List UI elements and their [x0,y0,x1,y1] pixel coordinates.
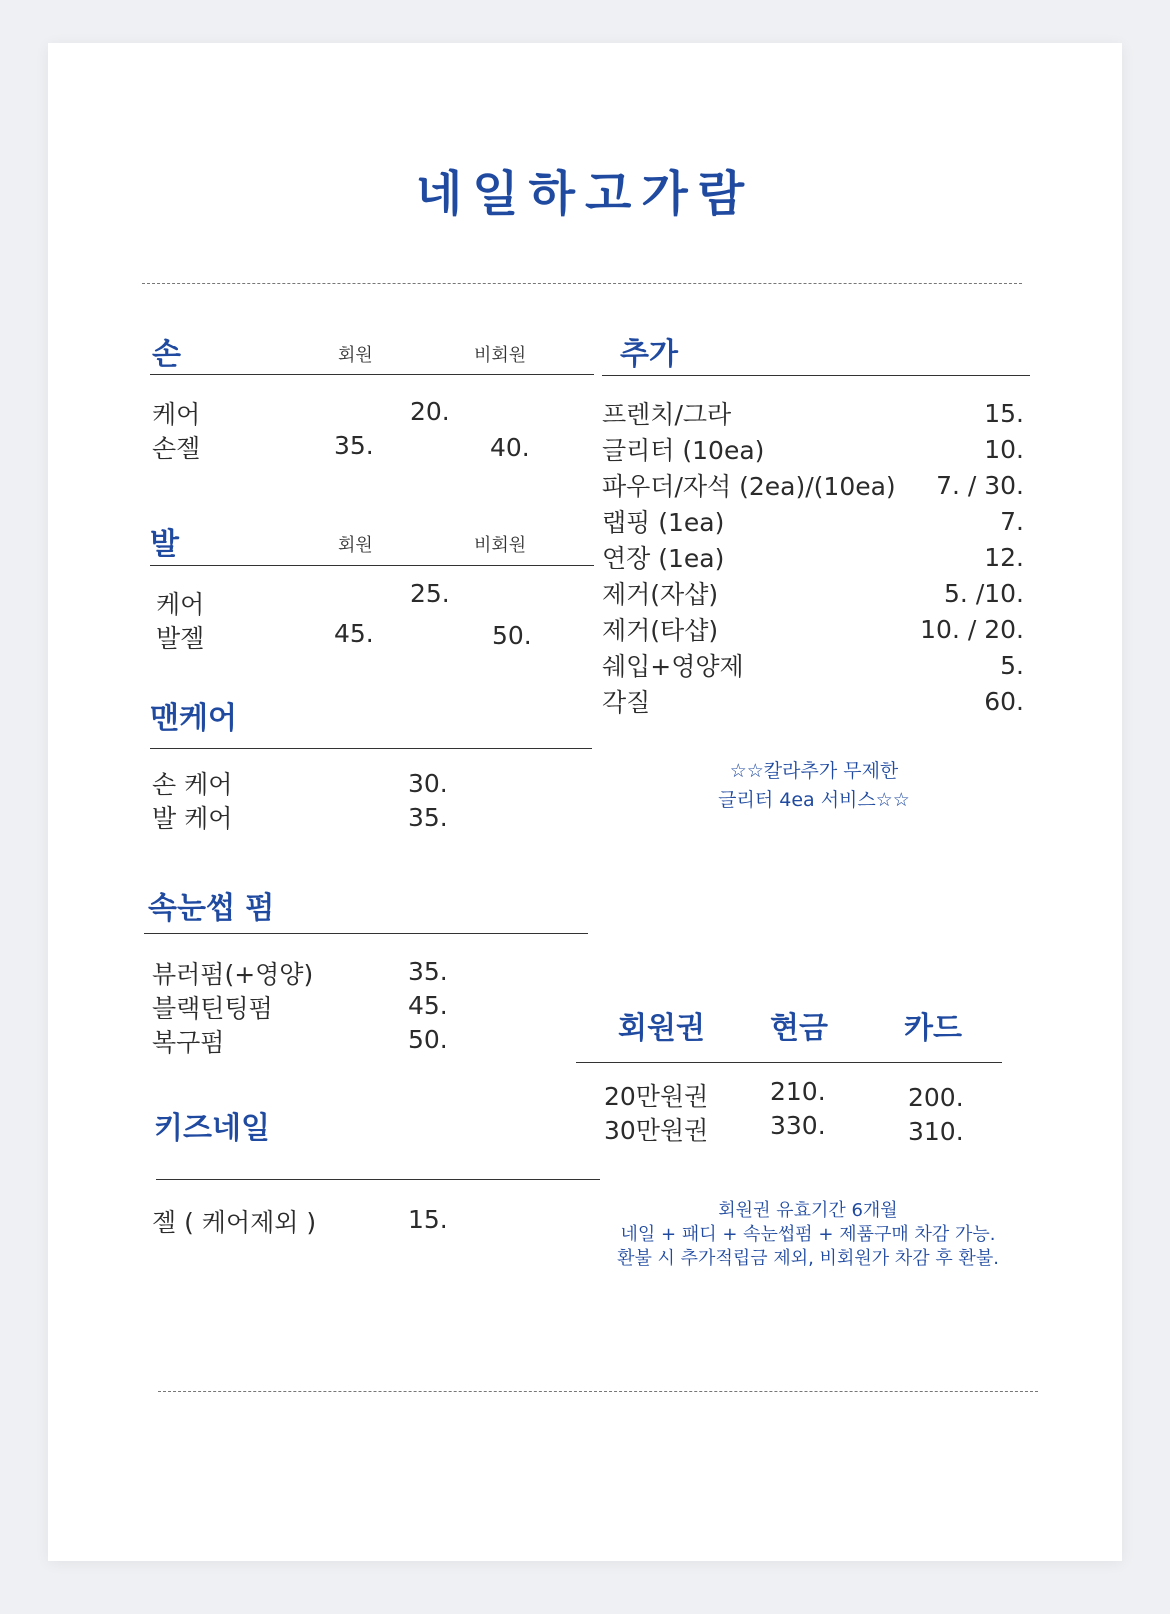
extra-item-label: 프렌치/그라 [602,400,732,429]
membership-type: 30만원권 [604,1116,709,1145]
membership-note-line: 회원권 유효기간 6개월 [718,1200,898,1221]
hand-section-title: 손 [152,337,181,372]
lash-item-label: 복구펌 [152,1028,225,1057]
extra-item-price: 7. / 30. [936,471,1024,500]
membership-rule [576,1062,1002,1063]
membership-note [568,1199,1048,1271]
extra-item-label: 연장 (1ea) [602,544,725,573]
foot-gel-label: 발젤 [156,624,205,653]
extra-item-label: 쉐입+영양제 [602,652,744,681]
mancare-foot-price: 35. [408,803,448,832]
membership-col-card: 카드 [904,1011,962,1046]
extra-item-price: 7. [1000,507,1024,536]
foot-col-member: 회원 [338,535,373,556]
foot-section-title: 발 [150,527,179,562]
hand-gel-label: 손젤 [152,434,201,463]
extra-item-label: 파우더/자석 (2ea)/(10ea) [602,472,896,501]
membership-col-cash: 현금 [770,1011,828,1046]
membership-cash-price: 330. [770,1111,826,1140]
membership-col-type: 회원권 [618,1011,705,1046]
extra-item-price: 10. [984,435,1024,464]
extra-item-label: 각질 [602,688,651,717]
lash-item-label: 뷰러펌(+영양) [152,960,314,989]
membership-card-price: 310. [908,1117,964,1146]
mancare-rule [150,748,592,749]
kids-gel-label: 젤 ( 케어제외 ) [152,1208,317,1237]
extra-item-price: 12. [984,543,1024,572]
extra-section-title: 추가 [620,337,678,372]
hand-col-nonmember: 비회원 [474,345,527,366]
lash-section-title: 속눈썹 펌 [148,891,275,926]
extra-item-label: 제거(자샵) [602,580,719,609]
extra-item-price: 15. [984,399,1024,428]
lash-item-price: 35. [408,957,448,986]
membership-note-line: 환불 시 추가적립금 제외, 비회원가 차감 후 환불. [617,1248,999,1269]
extra-item-price: 5. /10. [944,579,1024,608]
foot-gel-nonmember-price: 50. [492,621,532,650]
hand-rule [150,374,594,375]
membership-card-price: 200. [908,1083,964,1112]
extra-note-line: 글리터 4ea 서비스☆☆ [718,789,910,811]
bottom-divider [158,1391,1038,1392]
lash-rule [144,933,588,934]
membership-type: 20만원권 [604,1082,709,1111]
extra-item-label: 랩핑 (1ea) [602,508,725,537]
foot-care-label: 케어 [156,590,205,619]
top-divider [142,283,1022,284]
kids-section-title: 키즈네일 [154,1111,270,1146]
lash-item-label: 블랙틴팅펌 [152,994,273,1023]
extra-item-price: 60. [984,687,1024,716]
foot-gel-member-price: 45. [334,619,374,648]
hand-gel-member-price: 35. [334,431,374,460]
hand-gel-nonmember-price: 40. [490,433,530,462]
hand-care-label: 케어 [152,400,201,429]
foot-care-price: 25. [410,579,450,608]
mancare-section-title: 맨케어 [150,701,237,736]
extra-note [614,757,1014,815]
extra-item-price: 10. / 20. [920,615,1024,644]
kids-gel-price: 15. [408,1205,448,1234]
membership-note-line: 네일 + 패디 + 속눈썹펌 + 제품구매 차감 가능. [620,1224,996,1245]
price-sheet [48,43,1122,1561]
mancare-hand-label: 손 케어 [152,770,233,799]
extra-item-label: 글리터 (10ea) [602,436,765,465]
extra-note-line: ☆☆칼라추가 무제한 [729,760,899,782]
hand-care-price: 20. [410,397,450,426]
mancare-hand-price: 30. [408,769,448,798]
lash-item-price: 50. [408,1025,448,1054]
lash-item-price: 45. [408,991,448,1020]
page-title: 네일하고가람 [415,166,755,222]
membership-cash-price: 210. [770,1077,826,1106]
kids-rule [156,1179,600,1180]
extra-item-label: 제거(타샵) [602,616,719,645]
mancare-foot-label: 발 케어 [152,804,233,833]
foot-col-nonmember: 비회원 [474,535,527,556]
hand-col-member: 회원 [338,345,373,366]
extra-item-price: 5. [1000,651,1024,680]
foot-rule [150,565,594,566]
extra-rule [602,375,1030,376]
